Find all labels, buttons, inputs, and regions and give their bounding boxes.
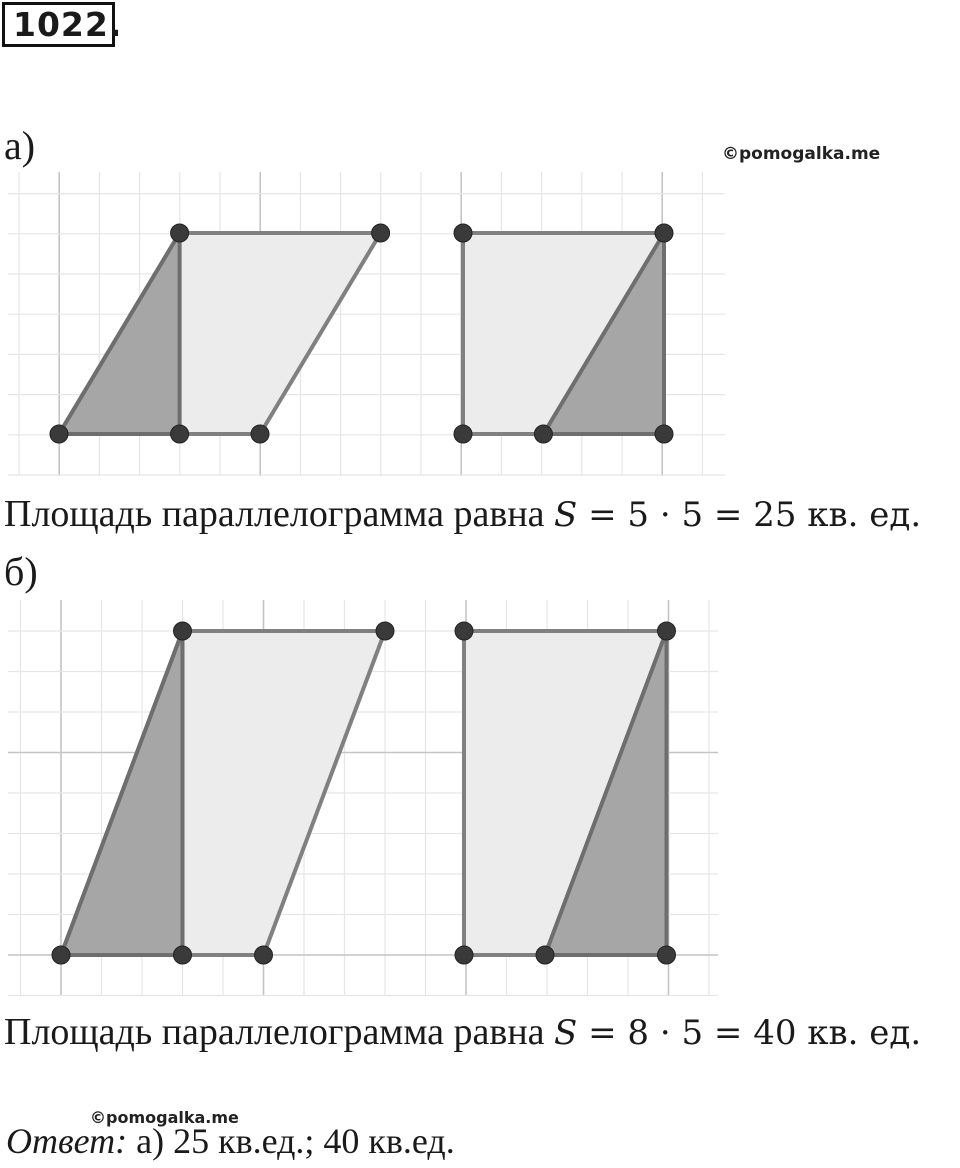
formula-a-var: S [554,495,578,535]
vertex-point [174,946,192,964]
answer-label: Ответ: [6,1121,128,1161]
vertex-point [658,946,676,964]
formula-b-var: S [554,1013,578,1053]
problem-number: 1022. [2,2,115,47]
formula-a-expr: = 5 · 5 = 25 кв. ед. [577,495,922,535]
part-b-label: б) [4,549,38,594]
vertex-point [174,622,192,640]
formula-a-text: Площадь параллелограмма равна [4,493,555,535]
watermark-top: ©pomogalka.me [722,144,881,164]
watermark-bottom: ©pomogalka.me [90,1108,239,1127]
vertex-point [52,946,70,964]
answer-text: а) 25 кв.ед.; 40 кв.ед. [127,1121,455,1161]
vertex-point [658,622,676,640]
answer [6,1120,455,1162]
vertex-point [455,946,473,964]
formula-b-text: Площадь параллелограмма равна [4,1011,555,1053]
formula-part-b [4,1010,921,1054]
vertex-point [536,946,554,964]
vertex-point [455,622,473,640]
vertex-point [376,622,394,640]
vertex-point [255,946,273,964]
formula-b-expr: = 8 · 5 = 40 кв. ед. [577,1013,922,1053]
part-a-label: а) [4,123,36,168]
